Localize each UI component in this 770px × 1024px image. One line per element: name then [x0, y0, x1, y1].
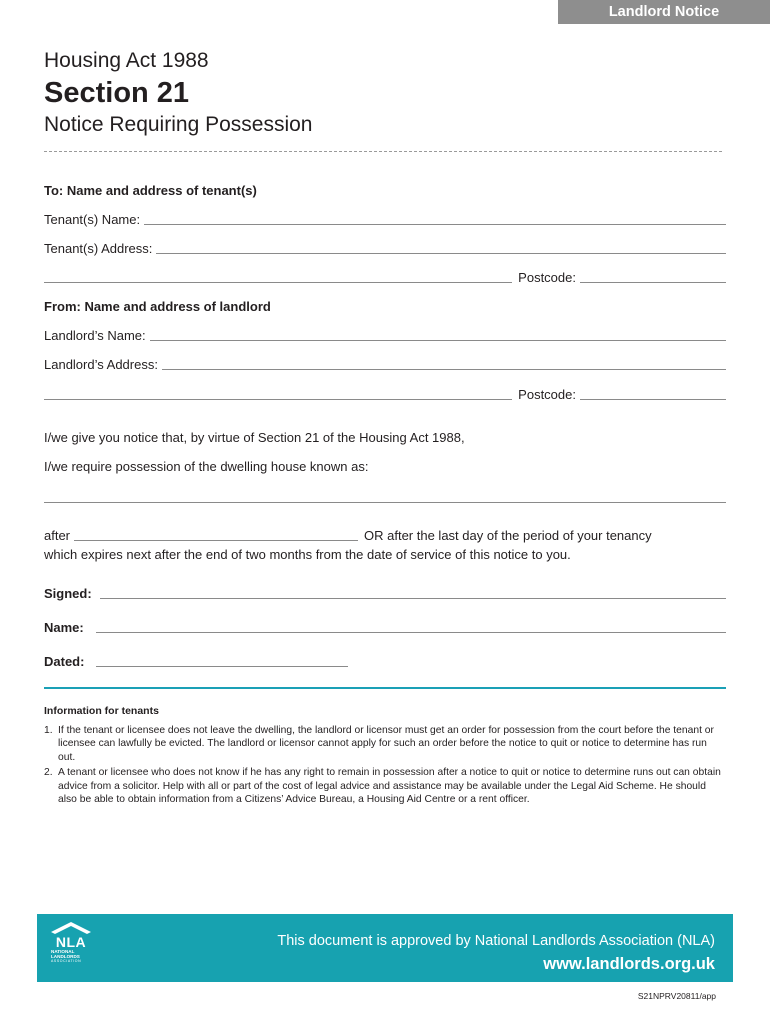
- landlord-address-row: [44, 355, 726, 373]
- nla-logo-line1: NATIONAL: [51, 949, 75, 954]
- document-reference: S21NPRV20811/app: [637, 991, 716, 1001]
- info-item: [44, 724, 724, 764]
- landlord-section-heading: From: Name and address of landlord: [44, 299, 271, 314]
- signed-field[interactable]: [100, 598, 726, 599]
- nla-logo: [49, 922, 93, 974]
- info-item-number: 2.: [44, 767, 53, 779]
- dated-label: Dated:: [44, 654, 85, 669]
- info-item-number: 1.: [44, 725, 53, 736]
- info-item-text: If the tenant or licensee does not leave the dwelling, the landlord or licensor must get an order for possession from the court before the tenant or licensee can lawfully be evicted. The landlord or licensor cannot apply for such an order before the notice to quit or notice to determine has run out.: [58, 725, 714, 763]
- dwelling-address-field[interactable]: [44, 502, 726, 503]
- landlord-address-line2-field[interactable]: [44, 399, 512, 400]
- website-link[interactable]: www.landlords.org.uk: [543, 955, 715, 973]
- dated-row: [44, 652, 726, 670]
- notice-line-1: I/we give you notice that, by virtue of Section 21 of the Housing Act 1988,: [44, 430, 465, 445]
- landlord-address-field[interactable]: [162, 369, 726, 370]
- info-item-text: A tenant or licensee who does not know if he has any right to remain in possession after a notice to quit or notice to determine runs out can obtain advice from a solicitor. Help with all or part of the cost of legal advice and assistance may be available under the Legal Aid Scheme. He should also be able to obtain information from a Citizens’ Advice Bureau, a Housing Aid Centre or a rent officer.: [58, 767, 721, 806]
- info-list: [44, 724, 724, 808]
- nla-logo-text: NLA: [55, 934, 87, 950]
- tenant-address-field[interactable]: [156, 253, 726, 254]
- signer-name-label: Name:: [44, 620, 84, 635]
- signed-label: Signed:: [44, 586, 92, 601]
- tenant-address-line2-field[interactable]: [44, 282, 512, 283]
- info-item: [44, 766, 724, 806]
- notice-line-3: which expires next after the end of two months from the date of service of this notice to you.: [44, 547, 571, 562]
- after-date-field[interactable]: [74, 540, 358, 541]
- landlord-name-label: Landlord’s Name:: [44, 328, 146, 343]
- notice-line-2: I/we require possession of the dwelling house known as:: [44, 459, 369, 474]
- landlord-address-label: Landlord’s Address:: [44, 357, 158, 372]
- signer-name-row: [44, 618, 726, 636]
- tenant-address-line2-row: [44, 268, 726, 286]
- tenant-name-field[interactable]: [144, 224, 726, 225]
- signer-name-field[interactable]: [96, 632, 726, 633]
- landlord-address-line2-row: [44, 385, 726, 403]
- footer-banner: [37, 914, 733, 982]
- approval-text: This document is approved by National Landlords Association (NLA): [277, 933, 715, 949]
- dated-field[interactable]: [96, 666, 348, 667]
- section-title: Section 21: [44, 77, 190, 109]
- tenant-name-label: Tenant(s) Name:: [44, 212, 141, 227]
- nla-logo-line2: LANDLORDS: [51, 954, 80, 960]
- after-date-row: [44, 526, 726, 544]
- after-label: after: [44, 528, 71, 543]
- teal-divider: [44, 687, 726, 689]
- tenancy-period-text: OR after the last day of the period of your tenancy: [364, 528, 652, 543]
- act-title: Housing Act 1988: [44, 49, 209, 72]
- tenant-address-label: Tenant(s) Address:: [44, 241, 153, 256]
- signed-row: [44, 584, 726, 602]
- landlord-notice-tag: Landlord Notice: [558, 0, 770, 24]
- dotted-divider: [44, 151, 722, 152]
- nla-logo-line3: ASSOCIATION: [51, 959, 82, 964]
- tenant-postcode-label: Postcode:: [518, 270, 576, 285]
- tenant-postcode-field[interactable]: [580, 282, 726, 283]
- info-heading: Information for tenants: [44, 705, 159, 717]
- landlord-name-field[interactable]: [150, 340, 726, 341]
- tenant-section-heading: To: Name and address of tenant(s): [44, 183, 257, 198]
- landlord-name-row: [44, 326, 726, 344]
- dwelling-address-row: [44, 488, 726, 506]
- tenant-name-row: [44, 210, 726, 228]
- landlord-postcode-field[interactable]: [580, 399, 726, 400]
- notice-subtitle: Notice Requiring Possession: [44, 113, 313, 136]
- tenant-address-row: [44, 239, 726, 257]
- house-roof-icon: [51, 922, 91, 934]
- landlord-postcode-label: Postcode:: [518, 387, 576, 402]
